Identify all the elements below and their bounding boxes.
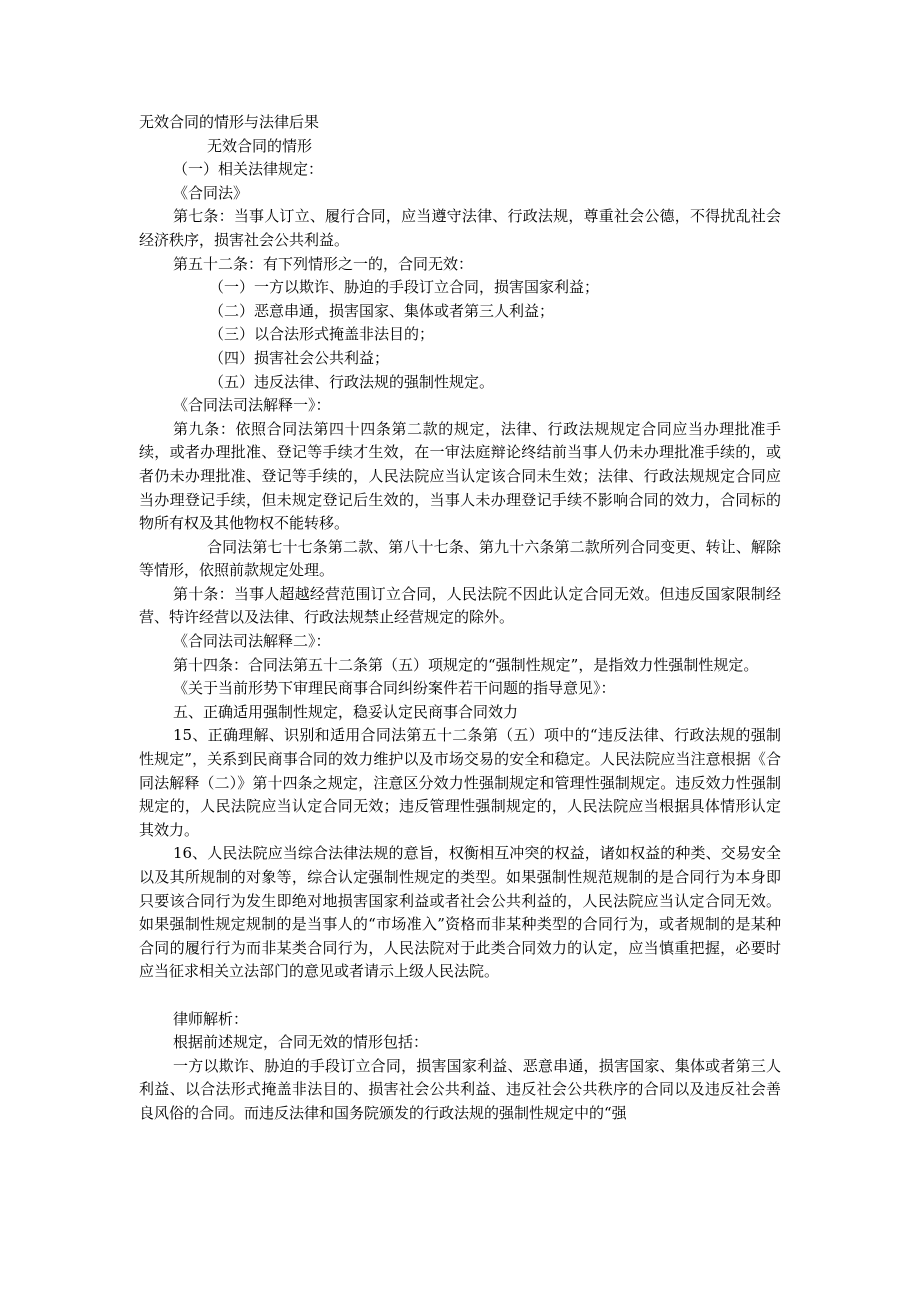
article-14: 第十四条：合同法第五十二条第（五）项规定的“强制性规定”，是指效力性强制性规定。: [173, 655, 759, 674]
list-item: （三）以合法形式掩盖非法目的；: [209, 325, 435, 344]
guidance-opinion-title: 《关于当前形势下审理民商事合同纠纷案件若干问题的指导意见》：: [173, 679, 616, 698]
analysis-paragraph: 一方以欺诈、胁迫的手段订立合同，损害国家利益、恶意串通，损害国家、集体或者第三人利益、以合法形式掩盖非法目的、损害社会公共利益、违反社会公共秩序的合同以及违反社会善良风俗的合同。而违反法律和国务院颁发的行政法规的强制性规定中的“强: [139, 1056, 781, 1122]
list-item: （二）恶意串通，损害国家、集体或者第三人利益；: [209, 301, 555, 320]
article-10: 第十条：当事人超越经营范围订立合同，人民法院不因此认定合同无效。但违反国家限制经营、特许经营以及法律、行政法规禁止经营规定的除外。: [139, 584, 781, 627]
article-7: 第七条：当事人订立、履行合同，应当遵守法律、行政法规，尊重社会公德，不得扰乱社会经济秩序，损害社会公共利益。: [139, 207, 781, 249]
blank-line: [139, 984, 781, 1008]
guidance-item-16: 16、人民法院应当综合法律法规的意旨，权衡相互冲突的权益，诸如权益的种类、交易安全以及其所规制的对象等，综合认定强制性规定的类型。如果强制性规范规制的是合同行为本身即只要该合同行为发生即绝对地损害国家利益或者社会公共利益的，人民法院应当认定合同无效。如果强制性规定规制的是当事人的“市场准入”资格而非某种类型的合同行为，或者规制的是某种合同的履行行为而非某类合同行为，人民法院对于此类合同效力的认定，应当慎重把握，必要时应当征求相关立法部门的意见或者请示上级人民法院。: [139, 844, 781, 981]
guidance-section-5: 五、正确适用强制性规定，稳妥认定民商事合同效力: [173, 702, 519, 721]
guidance-item-15: 15、正确理解、识别和适用合同法第五十二条第（五）项中的“违反法律、行政法规的强制性规定”，关系到民商事合同的效力维护以及市场交易的安全和稳定。人民法院应当注意根据《合同法解释（二）》第十四条之规定，注意区分效力性强制规定和管理性强制规定。违反效力性强制规定的，人民法院应当认定合同无效；违反管理性强制规定的，人民法院应当根据具体情形认定其效力。: [139, 726, 781, 839]
section-heading: 无效合同的情形: [207, 136, 313, 155]
list-item: （一）一方以欺诈、胁迫的手段订立合同，损害国家利益；: [209, 278, 600, 297]
law-title: 《合同法》: [173, 183, 249, 202]
subsection-heading: （一）相关法律规定：: [173, 160, 324, 179]
article-52: 第五十二条：有下列情形之一的，合同无效：: [173, 254, 474, 273]
document-title: 无效合同的情形与法律后果: [139, 113, 320, 131]
document-body: [139, 111, 781, 1126]
interpretation-2-title: 《合同法司法解释二》：: [173, 632, 331, 651]
list-item: （五）违反法律、行政法规的强制性规定。: [209, 372, 495, 391]
list-item: （四）损害社会公共利益；: [209, 348, 390, 367]
lawyer-analysis-label: 律师解析：: [173, 1009, 249, 1028]
analysis-intro: 根据前述规定，合同无效的情形包括：: [173, 1033, 429, 1052]
article-9: 第九条：依照合同法第四十四条第二款的规定，法律、行政法规规定合同应当办理批准手续，或者办理批准、登记等手续才生效，在一审法庭辩论终结前当事人仍未办理批准手续的，或者仍未办理批准、登记等手续的，人民法院应当认定该合同未生效；法律、行政法规规定合同应当办理登记手续，但未规定登记后生效的，当事人未办理登记手续不影响合同的效力，合同标的物所有权及其他物权不能转移。: [139, 419, 781, 533]
article-9-continuation: 合同法第七十七条第二款、第八十七条、第九十六条第二款所列合同变更、转让、解除等情形，依照前款规定处理。: [139, 537, 781, 580]
interpretation-1-title: 《合同法司法解释一》：: [173, 396, 331, 415]
